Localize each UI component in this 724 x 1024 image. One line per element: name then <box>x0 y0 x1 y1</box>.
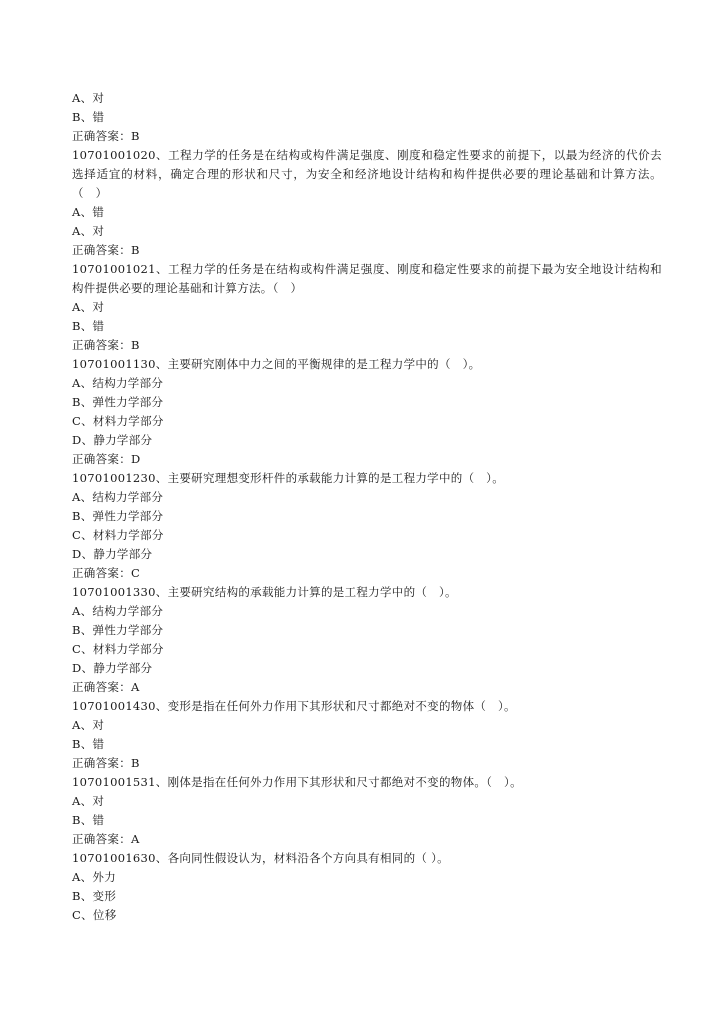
option-line: B、错 <box>72 813 105 827</box>
option-line: A、结构力学部分 <box>72 376 164 390</box>
option-line: B、弹性力学部分 <box>72 509 164 523</box>
option-line: D、静力学部分 <box>72 547 153 561</box>
option-line: B、变形 <box>72 889 117 903</box>
question-text: 10701001230、主要研究理想变形杆件的承载能力计算的是工程力学中的（ ）。 <box>72 471 505 485</box>
correct-answer-line: 正确答案：D <box>72 452 141 466</box>
option-line: D、静力学部分 <box>72 433 153 447</box>
option-line: D、静力学部分 <box>72 661 153 675</box>
option-line: B、弹性力学部分 <box>72 623 164 637</box>
correct-answer-line: 正确答案：B <box>72 129 140 143</box>
option-line: A、错 <box>72 205 105 219</box>
option-line: B、错 <box>72 737 105 751</box>
option-line: A、对 <box>72 91 105 105</box>
option-line: A、对 <box>72 224 105 238</box>
option-line: B、错 <box>72 110 105 124</box>
correct-answer-line: 正确答案：A <box>72 680 140 694</box>
option-line: A、对 <box>72 794 105 808</box>
option-line: C、材料力学部分 <box>72 414 164 428</box>
option-line: B、弹性力学部分 <box>72 395 164 409</box>
correct-answer-line: 正确答案：C <box>72 566 141 580</box>
option-line: A、对 <box>72 718 105 732</box>
option-line: C、材料力学部分 <box>72 528 164 542</box>
question-text: 10701001430、变形是指在任何外力作用下其形状和尺寸都绝对不变的物体（ ）。 <box>72 699 516 713</box>
question-text: 10701001630、各向同性假设认为，材料沿各个方向具有相同的（ ）。 <box>72 851 449 865</box>
question-text: 10701001531、刚体是指在任何外力作用下其形状和尺寸都绝对不变的物体。（ ）。 <box>72 775 522 789</box>
option-line: A、结构力学部分 <box>72 604 164 618</box>
option-line: A、结构力学部分 <box>72 490 164 504</box>
option-line: A、对 <box>72 300 105 314</box>
correct-answer-line: 正确答案：B <box>72 243 140 257</box>
correct-answer-line: 正确答案：B <box>72 756 140 770</box>
option-line: B、错 <box>72 319 105 333</box>
correct-answer-line: 正确答案：B <box>72 338 140 352</box>
question-text: 10701001021、工程力学的任务是在结构或构件满足强度、刚度和稳定性要求的前提下最为安全地设计结构和构件提供必要的理论基础和计算方法。（ ） <box>72 262 662 295</box>
option-line: C、材料力学部分 <box>72 642 164 656</box>
option-line: C、位移 <box>72 908 117 922</box>
question-text: 10701001330、主要研究结构的承载能力计算的是工程力学中的（ ）。 <box>72 585 457 599</box>
question-text: 10701001020、工程力学的任务是在结构或构件满足强度、刚度和稳定性要求的前提下，以最为经济的代价去选择适宜的材料，确定合理的形状和尺寸，为安全和经济地设计结构和构件提供必要的理论基础和计算方法。（ ） <box>72 148 662 200</box>
document-page <box>72 89 662 925</box>
correct-answer-line: 正确答案：A <box>72 832 140 846</box>
option-line: A、外力 <box>72 870 117 884</box>
question-text: 10701001130、主要研究刚体中力之间的平衡规律的是工程力学中的（ ）。 <box>72 357 481 371</box>
